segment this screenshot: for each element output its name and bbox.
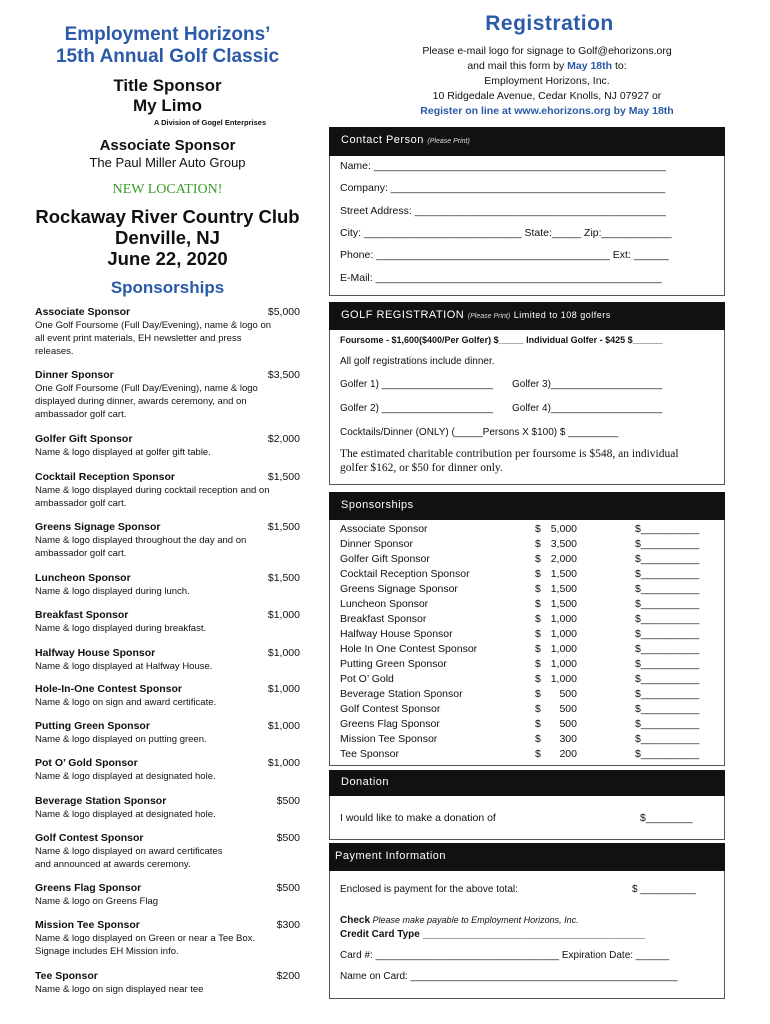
sponsorship-item — [35, 306, 300, 358]
sponsorship-row-blank[interactable]: $__________ — [635, 523, 700, 535]
sponsorship-row-amount — [535, 687, 577, 702]
donation-text: I would like to make a donation of — [340, 812, 496, 824]
sponsorships-heading: Sponsorships — [110, 278, 225, 297]
sponsorship-item-name: Cocktail Reception Sponsor — [35, 471, 176, 483]
name-on-card-field[interactable]: Name on Card: ________________________________________________ — [340, 971, 678, 982]
right-column — [327, 0, 770, 1024]
sponsorship-item-header — [35, 683, 300, 696]
sponsorship-item — [35, 882, 300, 908]
sponsorship-item-description: One Golf Foursome (Full Day/Evening), name & logo on — [35, 320, 272, 331]
phone-field[interactable]: Phone: ________________________________________ Ext: ______ — [340, 249, 669, 261]
sponsorship-item — [35, 795, 300, 821]
sponsorship-amounts-column — [535, 522, 577, 762]
contact-form — [329, 156, 725, 296]
sponsorship-row-blank[interactable]: $__________ — [635, 658, 700, 670]
sponsorship-item-name: Breakfast Sponsor — [35, 609, 129, 621]
sponsorship-row-name: Mission Tee Sponsor — [340, 733, 438, 745]
sponsorship-item-description: Name & logo displayed during lunch. — [35, 586, 190, 597]
event-title-line-2: 15th Annual Golf Classic — [55, 46, 280, 67]
sponsorship-item-header — [35, 795, 300, 808]
sponsorship-row-amount — [535, 672, 577, 687]
sponsorship-item-name: Putting Green Sponsor — [35, 720, 150, 732]
email-field[interactable]: E-Mail: _________________________________________________ — [340, 272, 662, 284]
name-field[interactable]: Name: __________________________________________________ — [340, 160, 666, 172]
sponsorship-item — [35, 720, 300, 746]
sponsorship-item-description: Name & logo displayed throughout the day and on — [35, 535, 247, 546]
dollar-sign: $ — [535, 628, 541, 640]
sponsorship-item-header — [35, 369, 300, 382]
sponsorship-item-header — [35, 609, 300, 622]
left-column — [0, 0, 325, 1024]
sponsorship-item-price: $1,500 — [267, 572, 300, 584]
sponsorship-item-description: Name & logo displayed during cocktail reception and on — [35, 485, 270, 496]
sponsorship-item-description: Name & logo displayed at designated hole. — [35, 809, 216, 820]
sponsorship-row-amount — [535, 552, 577, 567]
sponsorship-item-price: $2,000 — [267, 433, 300, 445]
sponsorship-row-blank[interactable]: $__________ — [635, 718, 700, 730]
donation-header-label: Donation — [341, 776, 390, 788]
sponsorship-row-amount — [535, 627, 577, 642]
sponsorship-row-amount — [535, 717, 577, 732]
reg-text: to: — [612, 60, 627, 72]
sponsorship-item-price: $500 — [276, 832, 300, 844]
sponsorship-row-name: Putting Green Sponsor — [340, 658, 447, 670]
golfer-2-field[interactable]: Golfer 2) ____________________ — [340, 403, 493, 414]
sponsorship-row-name: Breakfast Sponsor — [340, 613, 427, 625]
new-location-notice: NEW LOCATION! — [112, 182, 223, 197]
sponsorship-blanks-column — [635, 522, 699, 762]
sponsorship-row-amount — [535, 567, 577, 582]
sponsorships-header-label: Sponsorships — [341, 499, 414, 511]
charity-note-1: The estimated charitable contribution per foursome is $548, an individual — [340, 448, 679, 460]
sponsorship-item-name: Mission Tee Sponsor — [35, 919, 140, 931]
dollar-sign: $ — [535, 748, 541, 760]
sponsorship-item-name: Golf Contest Sponsor — [35, 832, 144, 844]
check-label: Check — [340, 915, 371, 926]
sponsorship-item-description: ambassador golf cart. — [35, 548, 127, 559]
golf-header-label: GOLF REGISTRATION — [341, 309, 465, 321]
sponsorship-row-name: Tee Sponsor — [340, 748, 399, 760]
sponsorship-item-description: Name & logo displayed at designated hole. — [35, 771, 216, 782]
sponsorship-row-name: Greens Flag Sponsor — [340, 718, 440, 730]
sponsorships-section-header — [329, 492, 725, 520]
sponsorship-item-description: displayed during dinner, awards ceremony, and on — [35, 396, 247, 407]
dollar-sign: $ — [535, 733, 541, 745]
sponsorship-item-name: Beverage Station Sponsor — [35, 795, 167, 807]
sponsorship-row-amount — [535, 537, 577, 552]
sponsorship-item-name: Pot O’ Gold Sponsor — [35, 757, 138, 769]
sponsorship-item-header — [35, 757, 300, 770]
sponsorship-item-description: Name & logo on Greens Flag — [35, 896, 159, 907]
sponsorship-item — [35, 647, 300, 673]
dollar-sign: $ — [535, 583, 541, 595]
payment-header-label: Payment Information — [335, 850, 446, 862]
sponsorship-item-price: $500 — [276, 795, 300, 807]
event-date: June 22, 2020 — [107, 248, 228, 269]
title-sponsor-label: Title Sponsor — [113, 76, 222, 95]
sponsorship-row-amount — [535, 582, 577, 597]
amount-value: 500 — [559, 703, 577, 715]
sponsorship-item — [35, 683, 300, 709]
amount-value: 2,000 — [550, 553, 577, 565]
sponsorship-item-name: Tee Sponsor — [35, 970, 98, 982]
sponsorship-row-name: Halfway House Sponsor — [340, 628, 453, 640]
city-state-zip-field[interactable]: City: ___________________________ State:_____ Zip:____________ — [340, 227, 672, 239]
sponsorship-row-name: Cocktail Reception Sponsor — [340, 568, 470, 580]
sponsorship-row-blank[interactable]: $__________ — [635, 583, 700, 595]
sponsorship-item-price: $5,000 — [267, 306, 300, 318]
golf-header-note: (Please Print) — [467, 313, 511, 320]
dinner-note: All golf registrations include dinner. — [340, 356, 495, 367]
sponsorship-item — [35, 919, 300, 958]
sponsorship-item-description: Name & logo displayed on Green or near a Tee Box. — [35, 933, 256, 944]
amount-value: 1,000 — [550, 628, 577, 640]
amount-value: 200 — [559, 748, 577, 760]
golf-section-header — [329, 302, 725, 330]
sponsorship-item-description: Name & logo displayed during breakfast. — [35, 623, 207, 634]
sponsorship-item-price: $300 — [276, 919, 300, 931]
sponsorship-row-amount — [535, 702, 577, 717]
sponsorship-item-name: Luncheon Sponsor — [35, 572, 131, 584]
sponsorship-item-price: $1,000 — [267, 609, 300, 621]
sponsorship-row-name: Greens Signage Sponsor — [340, 583, 458, 595]
venue-name: Rockaway River Country Club — [35, 206, 300, 227]
sponsorship-row-blank[interactable]: $__________ — [635, 553, 700, 565]
sponsorship-item-price: $200 — [276, 970, 300, 982]
sponsorship-item-header — [35, 521, 300, 534]
sponsorship-item-name: Hole-In-One Contest Sponsor — [35, 683, 182, 695]
sponsorship-item-description: releases. — [35, 346, 74, 357]
donation-section-header — [329, 770, 725, 796]
sponsorship-item-description: Name & logo displayed on putting green. — [35, 734, 207, 745]
sponsorship-row-amount — [535, 522, 577, 537]
sponsorship-item — [35, 832, 300, 871]
title-sponsor-name: My Limo — [133, 96, 202, 115]
dollar-sign: $ — [535, 688, 541, 700]
sponsorship-item-header — [35, 919, 300, 932]
deadline-date: May 18th — [567, 60, 613, 72]
sponsorship-item-price: $1,000 — [267, 757, 300, 769]
dollar-sign: $ — [535, 553, 541, 565]
sponsorship-item-name: Greens Flag Sponsor — [35, 882, 142, 894]
amount-value: 1,000 — [550, 613, 577, 625]
sponsorship-item-name: Halfway House Sponsor — [35, 647, 156, 659]
sponsorship-item-description: One Golf Foursome (Full Day/Evening), name & logo — [35, 383, 258, 394]
dollar-sign: $ — [535, 598, 541, 610]
sponsorship-item — [35, 471, 300, 510]
sponsorship-item — [35, 369, 300, 421]
donation-amount-field[interactable]: $________ — [640, 812, 693, 824]
golfer-3-field[interactable]: Golfer 3)____________________ — [512, 379, 663, 390]
amount-value: 5,000 — [550, 523, 577, 535]
cocktails-field[interactable]: Cocktails/Dinner (ONLY) (_____Persons X $100) $ _________ — [340, 427, 619, 438]
card-number-field[interactable]: Card #: _________________________________ Expiration Date: ______ — [340, 950, 670, 961]
check-payable-note: Please make payable to Employment Horizons, Inc. — [370, 915, 579, 925]
sponsorship-item-header — [35, 433, 300, 446]
sponsorship-row-blank[interactable]: $__________ — [635, 673, 700, 685]
sponsorship-item-header — [35, 471, 300, 484]
amount-value: 500 — [559, 718, 577, 730]
contact-header-label: Contact Person — [341, 134, 424, 146]
sponsorship-item-name: Associate Sponsor — [35, 306, 131, 318]
sponsorship-item-header — [35, 720, 300, 733]
registration-title: Registration — [485, 12, 614, 35]
sponsorship-item-description: and announced at awards ceremony. — [35, 859, 191, 870]
sponsorship-item-description: Name & logo on sign displayed near tee — [35, 984, 204, 995]
sponsorship-row-blank[interactable]: $__________ — [635, 613, 700, 625]
amount-value: 1,500 — [550, 568, 577, 580]
sponsorship-item-price: $500 — [276, 882, 300, 894]
dollar-sign: $ — [535, 718, 541, 730]
sponsorship-item-name: Dinner Sponsor — [35, 369, 114, 381]
sponsorship-item-name: Golfer Gift Sponsor — [35, 433, 133, 445]
dollar-sign: $ — [535, 538, 541, 550]
sponsorship-row-blank[interactable]: $__________ — [635, 733, 700, 745]
amount-value: 1,000 — [550, 673, 577, 685]
amount-value: 1,000 — [550, 658, 577, 670]
enclosed-payment-text: Enclosed is payment for the above total: — [340, 884, 518, 895]
dollar-sign: $ — [535, 523, 541, 535]
sponsorship-item-description: Name & logo on sign and award certificate. — [35, 697, 217, 708]
charity-note-2: golfer $162, or $50 for dinner only. — [340, 462, 503, 474]
dollar-sign: $ — [535, 658, 541, 670]
sponsorship-row-name: Golfer Gift Sponsor — [340, 553, 430, 565]
sponsorship-item-header — [35, 572, 300, 585]
sponsorship-row-amount — [535, 597, 577, 612]
sponsorship-item-description: all event print materials, EH newsletter and press — [35, 333, 242, 344]
company-field[interactable]: Company: _______________________________________________ — [340, 182, 666, 194]
sponsorships-table — [329, 520, 725, 766]
sponsorship-item — [35, 757, 300, 783]
sponsorship-item-description: ambassador golf cart. — [35, 498, 127, 509]
sponsorship-item — [35, 521, 300, 560]
reg-text: and mail this form by — [467, 60, 568, 72]
sponsorship-item-description: Name & logo displayed on award certificates — [35, 846, 223, 857]
sponsorship-row-blank[interactable]: $__________ — [635, 628, 700, 640]
check-option[interactable] — [340, 915, 579, 926]
donation-form — [329, 796, 725, 840]
credit-card-type-field[interactable]: Credit Card Type ________________________________________ — [340, 929, 646, 940]
sponsorship-item-name: Greens Signage Sponsor — [35, 521, 161, 533]
event-title-line-1: Employment Horizons’ — [64, 24, 271, 45]
sponsorship-item-description: ambassador golf cart. — [35, 409, 127, 420]
reg-instructions-1: Please e-mail logo for signage to Golf@ehorizons.org — [422, 45, 672, 57]
sponsorship-row-blank[interactable]: $__________ — [635, 688, 700, 700]
amount-value: 3,500 — [550, 538, 577, 550]
golf-limit: Limited to 108 golfers — [513, 310, 611, 320]
sponsorship-item-price: $1,000 — [267, 647, 300, 659]
reg-instructions-2 — [347, 59, 747, 74]
amount-value: 1,500 — [550, 598, 577, 610]
sponsorship-row-name: Pot O’ Gold — [340, 673, 394, 685]
sponsorship-item-header — [35, 970, 300, 983]
sponsorship-item-price: $1,500 — [267, 521, 300, 533]
street-field[interactable]: Street Address: ___________________________________________ — [340, 205, 666, 217]
sponsorship-item-description: Signage includes EH Mission info. — [35, 946, 179, 957]
associate-sponsor-name: The Paul Miller Auto Group — [89, 155, 246, 170]
payment-section-header — [329, 843, 725, 871]
sponsorship-row-amount — [535, 732, 577, 747]
sponsorship-row-name: Beverage Station Sponsor — [340, 688, 463, 700]
title-sponsor-division: A Division of Gogel Enterprises — [153, 118, 267, 127]
dollar-sign: $ — [535, 703, 541, 715]
sponsorship-row-amount — [535, 642, 577, 657]
sponsorship-row-blank[interactable]: $__________ — [635, 538, 700, 550]
amount-value: 1,000 — [550, 643, 577, 655]
sponsorship-row-blank[interactable]: $__________ — [635, 748, 700, 760]
contact-section-header — [329, 127, 725, 156]
sponsorship-item-description: Name & logo displayed at Halfway House. — [35, 661, 213, 672]
sponsorship-item — [35, 609, 300, 635]
sponsorship-item-header — [35, 882, 300, 895]
payment-form — [329, 871, 725, 999]
sponsorship-row-blank[interactable]: $__________ — [635, 568, 700, 580]
foursome-field[interactable]: Foursome - $1,600($400/Per Golfer) $_____ Individual Golfer - $425 $______ — [340, 335, 663, 345]
dollar-sign: $ — [535, 613, 541, 625]
contact-header-note: (Please Print) — [427, 138, 470, 145]
golfer-4-field[interactable]: Golfer 4)____________________ — [512, 403, 663, 414]
amount-value: 300 — [559, 733, 577, 745]
sponsorship-row-amount — [535, 657, 577, 672]
associate-sponsor-label: Associate Sponsor — [99, 137, 236, 154]
sponsorship-item-price: $1,500 — [267, 471, 300, 483]
golfer-1-field[interactable]: Golfer 1) ____________________ — [340, 379, 493, 390]
sponsorship-row-name: Golf Contest Sponsor — [340, 703, 441, 715]
reg-address: 10 Ridgedale Avenue, Cedar Knolls, NJ 07927 or — [432, 90, 662, 102]
golf-form — [329, 330, 725, 485]
sponsorship-item-header — [35, 832, 300, 845]
sponsorship-row-blank[interactable]: $__________ — [635, 703, 700, 715]
venue-city: Denville, NJ — [115, 227, 220, 248]
sponsorship-item-price: $3,500 — [267, 369, 300, 381]
sponsorship-item — [35, 970, 300, 996]
sponsorship-row-name: Hole In One Contest Sponsor — [340, 643, 478, 655]
amount-value: 500 — [559, 688, 577, 700]
enclosed-payment-field[interactable]: $ __________ — [632, 884, 696, 895]
register-online-link[interactable]: Register on line at www.ehorizons.org by May 18th — [420, 105, 674, 117]
amount-value: 1,500 — [550, 583, 577, 595]
sponsorship-row-amount — [535, 612, 577, 627]
sponsorship-row-name: Associate Sponsor — [340, 523, 428, 535]
sponsorship-row-blank[interactable]: $__________ — [635, 643, 700, 655]
sponsorship-item — [35, 572, 300, 598]
sponsorship-row-blank[interactable]: $__________ — [635, 598, 700, 610]
reg-organization: Employment Horizons, Inc. — [484, 75, 610, 87]
sponsorship-row-amount — [535, 747, 577, 762]
sponsorship-item — [35, 433, 300, 459]
sponsorship-item-description: Name & logo displayed at golfer gift table. — [35, 447, 211, 458]
dollar-sign: $ — [535, 643, 541, 655]
sponsorship-item-price: $1,000 — [267, 720, 300, 732]
sponsorship-item-header — [35, 306, 300, 319]
dollar-sign: $ — [535, 568, 541, 580]
sponsorship-item-header — [35, 647, 300, 660]
sponsorship-item-price: $1,000 — [267, 683, 300, 695]
dollar-sign: $ — [535, 673, 541, 685]
sponsorship-row-name: Luncheon Sponsor — [340, 598, 429, 610]
sponsorship-row-name: Dinner Sponsor — [340, 538, 413, 550]
sponsorship-names-column — [340, 522, 477, 762]
